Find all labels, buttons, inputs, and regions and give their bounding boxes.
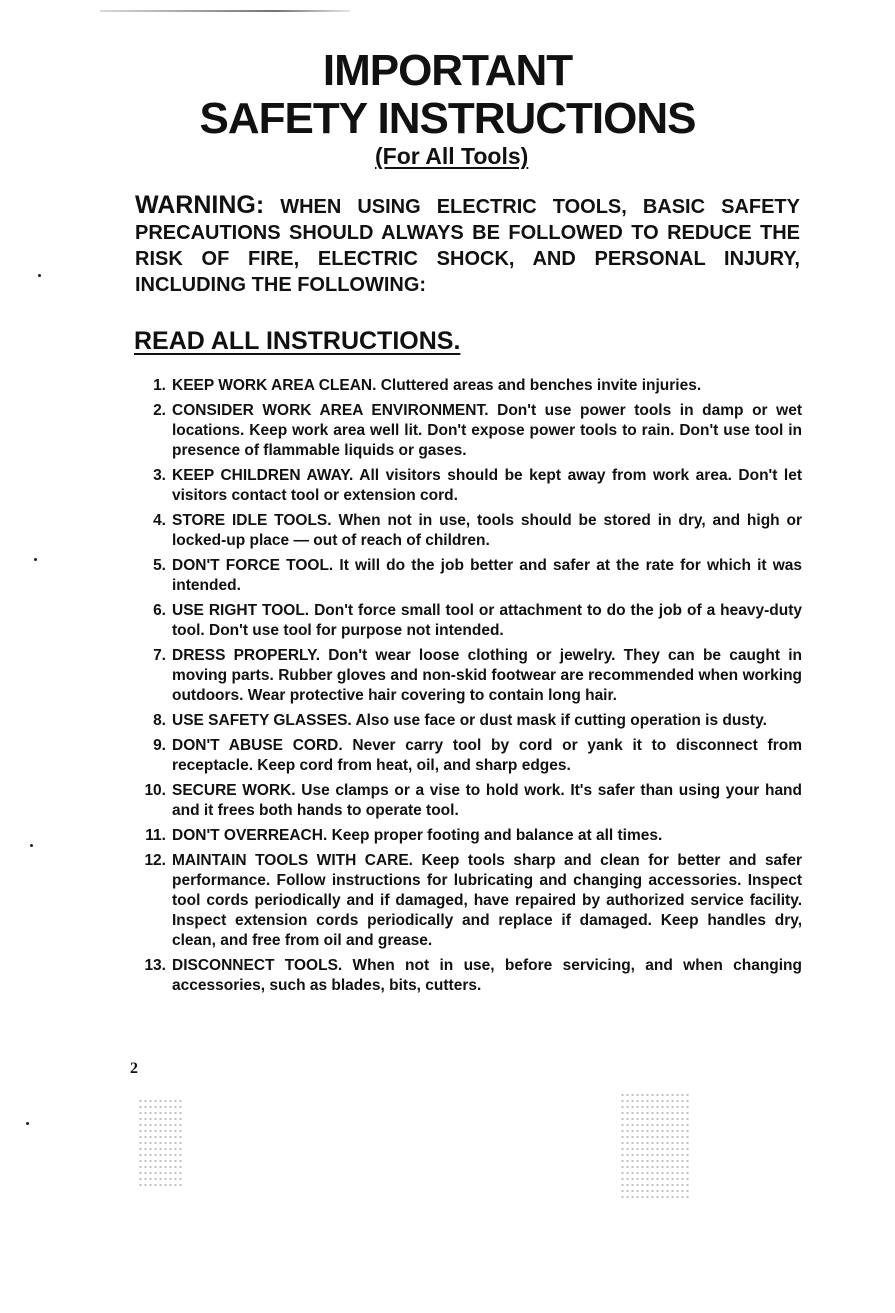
instruction-heading: KEEP WORK AREA CLEAN. — [172, 377, 377, 394]
instruction-text: Also use face or dust mask if cutting operation is dusty. — [355, 712, 767, 729]
instruction-number: 5. — [153, 557, 166, 574]
instruction-number: 9. — [153, 737, 166, 754]
instruction-heading: USE RIGHT TOOL. — [172, 602, 310, 619]
instruction-text: Don't wear loose clothing or jewelry. They can be caught in moving parts. Rubber gloves and non-skid footwear are recommended when working outdoors. Wear protective hair covering to contain long hair. — [172, 647, 802, 704]
instruction-number: 13. — [144, 957, 166, 974]
instruction-text: Keep proper footing and balance at all times. — [331, 827, 663, 844]
instruction-heading: STORE IDLE TOOLS. — [172, 512, 332, 529]
instruction-number: 8. — [153, 712, 166, 729]
instruction-number: 10. — [144, 782, 166, 799]
instruction-number: 3. — [153, 467, 166, 484]
instruction-heading: DISCONNECT TOOLS. — [172, 957, 343, 974]
instruction-number: 6. — [153, 602, 166, 619]
instruction-heading: DON'T OVERREACH. — [172, 827, 328, 844]
instruction-text: When not in use, tools should be stored in dry, and high or locked-up place — out of reach of children. — [172, 512, 803, 549]
warning-text: WHEN USING ELECTRIC TOOLS, BASIC SAFETY PRECAUTIONS SHOULD ALWAYS BE FOLLOWED TO REDUCE THE RISK OF FIRE, ELECTRIC SHOCK, AND PERSONAL INJURY, INCLUDING THE FOLLOWING: — [135, 196, 800, 296]
instruction-text: All visitors should be kept away from work area. Don't let visitors contact tool or extension cord. — [172, 467, 802, 504]
instruction-text: It will do the job better and safer at the rate for which it was intended. — [172, 557, 802, 594]
instruction-item — [130, 556, 802, 596]
page-title-important: IMPORTANT — [322, 46, 573, 95]
safety-instruction-list — [130, 376, 802, 1001]
instruction-heading: USE SAFETY GLASSES. — [172, 712, 352, 729]
instruction-text: Never carry tool by cord or yank it to disconnect from receptacle. Keep cord from heat, oil, and sharp edges. — [172, 737, 802, 774]
instruction-item — [130, 401, 802, 461]
instruction-heading: DON'T ABUSE CORD. — [172, 737, 343, 754]
instruction-item — [130, 956, 802, 996]
scan-speckle-left — [138, 1098, 183, 1188]
page-number: 2 — [130, 1060, 138, 1077]
instruction-text: When not in use, before servicing, and when changing accessories, such as blades, bits, cutters. — [172, 957, 802, 994]
instruction-heading: KEEP CHILDREN AWAY. — [172, 467, 354, 484]
instruction-item — [130, 601, 802, 641]
instruction-heading: SECURE WORK. — [172, 782, 296, 799]
scan-artifact-line — [100, 10, 350, 12]
section-heading-read-all: READ ALL INSTRUCTIONS. — [134, 327, 461, 355]
scan-dot — [26, 1122, 29, 1125]
instruction-heading: DRESS PROPERLY. — [172, 647, 321, 664]
page-title-safety-instructions: SAFETY INSTRUCTIONS — [199, 94, 696, 143]
instruction-text: Keep tools sharp and clean for better and safer performance. Follow instructions for lubricating and changing accessories. Inspect tool cords periodically and if damaged, have repaired by authorized service facility. Inspect extension cords periodically and replace if damaged. Keep handles dry, clean, and free from oil and grease. — [172, 852, 802, 949]
instruction-text: Don't force small tool or attachment to do the job of a heavy-duty tool. Don't use tool for purpose not intended. — [172, 602, 802, 639]
scan-dot — [30, 844, 33, 847]
instruction-item — [130, 646, 802, 706]
warning-block — [135, 192, 800, 298]
instruction-item — [130, 851, 802, 951]
instruction-number: 7. — [153, 647, 166, 664]
instruction-text: Use clamps or a vise to hold work. It's safer than using your hand and it frees both hands to operate tool. — [172, 782, 802, 819]
instruction-item — [130, 466, 802, 506]
instruction-number: 11. — [145, 827, 166, 844]
instruction-item — [130, 511, 802, 551]
warning-label: WARNING: — [135, 191, 265, 219]
instruction-number: 12. — [144, 852, 166, 869]
instruction-number: 4. — [153, 512, 166, 529]
instruction-item — [130, 711, 802, 731]
instruction-item — [130, 826, 802, 846]
scan-speckle-right — [620, 1092, 690, 1202]
instruction-number: 1. — [153, 377, 166, 394]
instruction-item — [130, 736, 802, 776]
instruction-heading: DON'T FORCE TOOL. — [172, 557, 334, 574]
instruction-item — [130, 376, 802, 396]
scan-dot — [38, 274, 41, 277]
instruction-heading: MAINTAIN TOOLS WITH CARE. — [172, 852, 413, 869]
instruction-heading: CONSIDER WORK AREA ENVIRONMENT. — [172, 402, 489, 419]
instruction-number: 2. — [153, 402, 166, 419]
instruction-item — [130, 781, 802, 821]
instruction-text: Don't use power tools in damp or wet locations. Keep work area well lit. Don't expose power tools to rain. Don't use tool in presence of flammable liquids or gases. — [172, 402, 803, 459]
page-subtitle: (For All Tools) — [375, 143, 529, 169]
scan-dot — [34, 558, 37, 561]
instruction-text: Cluttered areas and benches invite injuries. — [380, 377, 702, 394]
